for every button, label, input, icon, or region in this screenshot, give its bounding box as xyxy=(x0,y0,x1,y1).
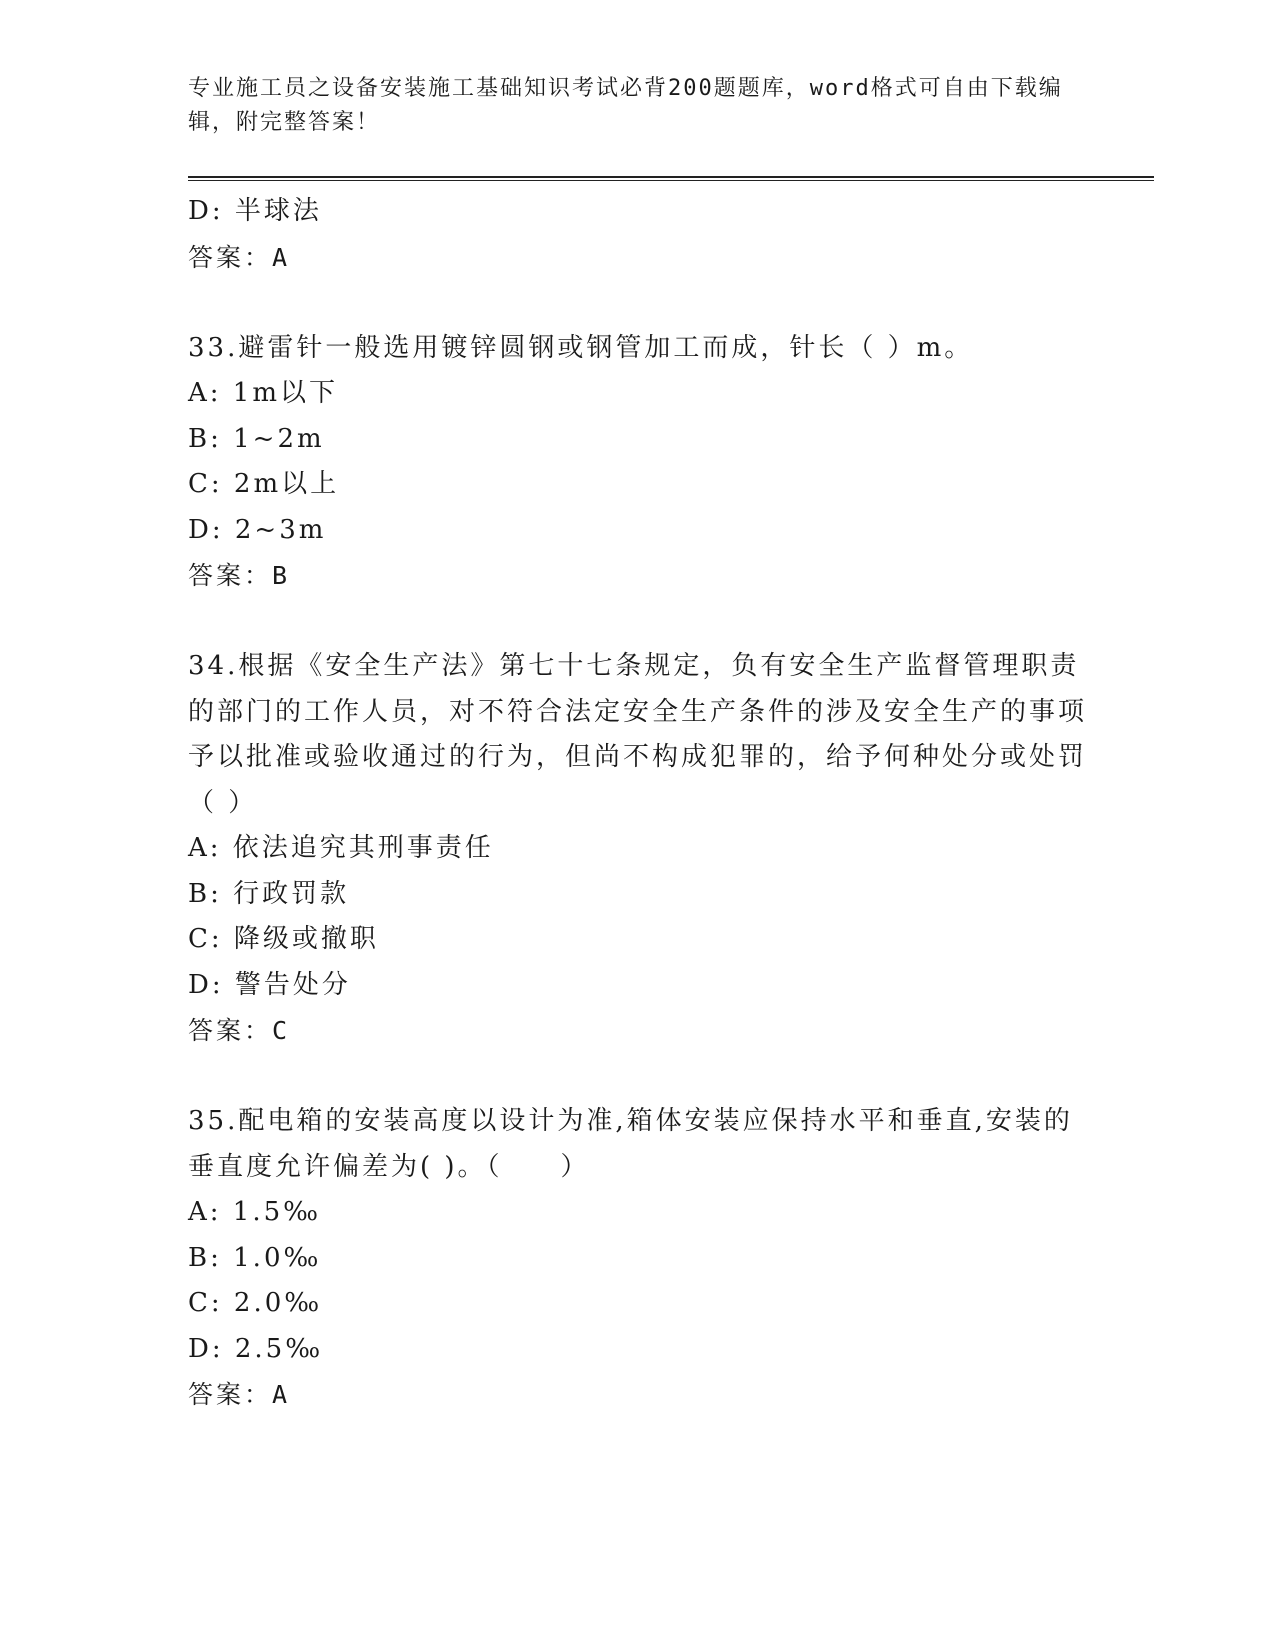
option-b: B: 1~2m xyxy=(188,423,325,454)
document-header-title: 专业施工员之设备安装施工基础知识考试必背200题题库，word格式可自由下载编辑，附完整答案！ xyxy=(188,76,1063,135)
header-divider xyxy=(188,176,1154,181)
spacer xyxy=(188,1054,1088,1100)
option-b: B: 行政罚款 xyxy=(188,878,350,909)
spacer xyxy=(188,280,1088,326)
question-list xyxy=(188,189,1088,1418)
question-stem: 34.根据《安全生产法》第七十七条规定，负有安全生产监督管理职责的部门的工作人员，对不符合法定安全生产条件的涉及安全生产的事项予以批准或验收通过的行为，但尚不构成犯罪的，给予何种处分或处罚（ ） xyxy=(188,651,1088,818)
option-a: A: 依法追究其刑事责任 xyxy=(188,833,494,863)
option-d: D: 警告处分 xyxy=(188,969,351,1000)
question-stem: 35.配电箱的安装高度以设计为准,箱体安装应保持水平和垂直,安装的垂直度允许偏差为( )。（ ） xyxy=(188,1106,1073,1182)
answer-line: 答案：A xyxy=(188,1380,291,1409)
option-a: A: 1.5‰ xyxy=(188,1197,322,1227)
option-c: C: 降级或撤职 xyxy=(188,924,379,954)
question-35 xyxy=(188,1099,1088,1418)
option-c: C: 2m以上 xyxy=(188,469,340,499)
question-stem: 33.避雷针一般选用镀锌圆钢或钢管加工而成，针长（ ）m。 xyxy=(188,332,974,363)
option-d: D: 2~3m xyxy=(188,514,327,545)
question-34 xyxy=(188,644,1088,1054)
answer-line: 答案：C xyxy=(188,1016,291,1045)
question-33 xyxy=(188,326,1088,599)
prev-question-answer: 答案：A xyxy=(188,242,291,272)
answer-line: 答案：B xyxy=(188,561,291,590)
spacer xyxy=(188,599,1088,645)
option-a: A: 1m以下 xyxy=(188,378,338,408)
option-d: D: 2.5‰ xyxy=(188,1333,324,1364)
option-b: B: 1.0‰ xyxy=(188,1242,322,1273)
option-c: C: 2.0‰ xyxy=(188,1288,323,1318)
prev-question-option-d: D: 半球法 xyxy=(188,196,322,226)
